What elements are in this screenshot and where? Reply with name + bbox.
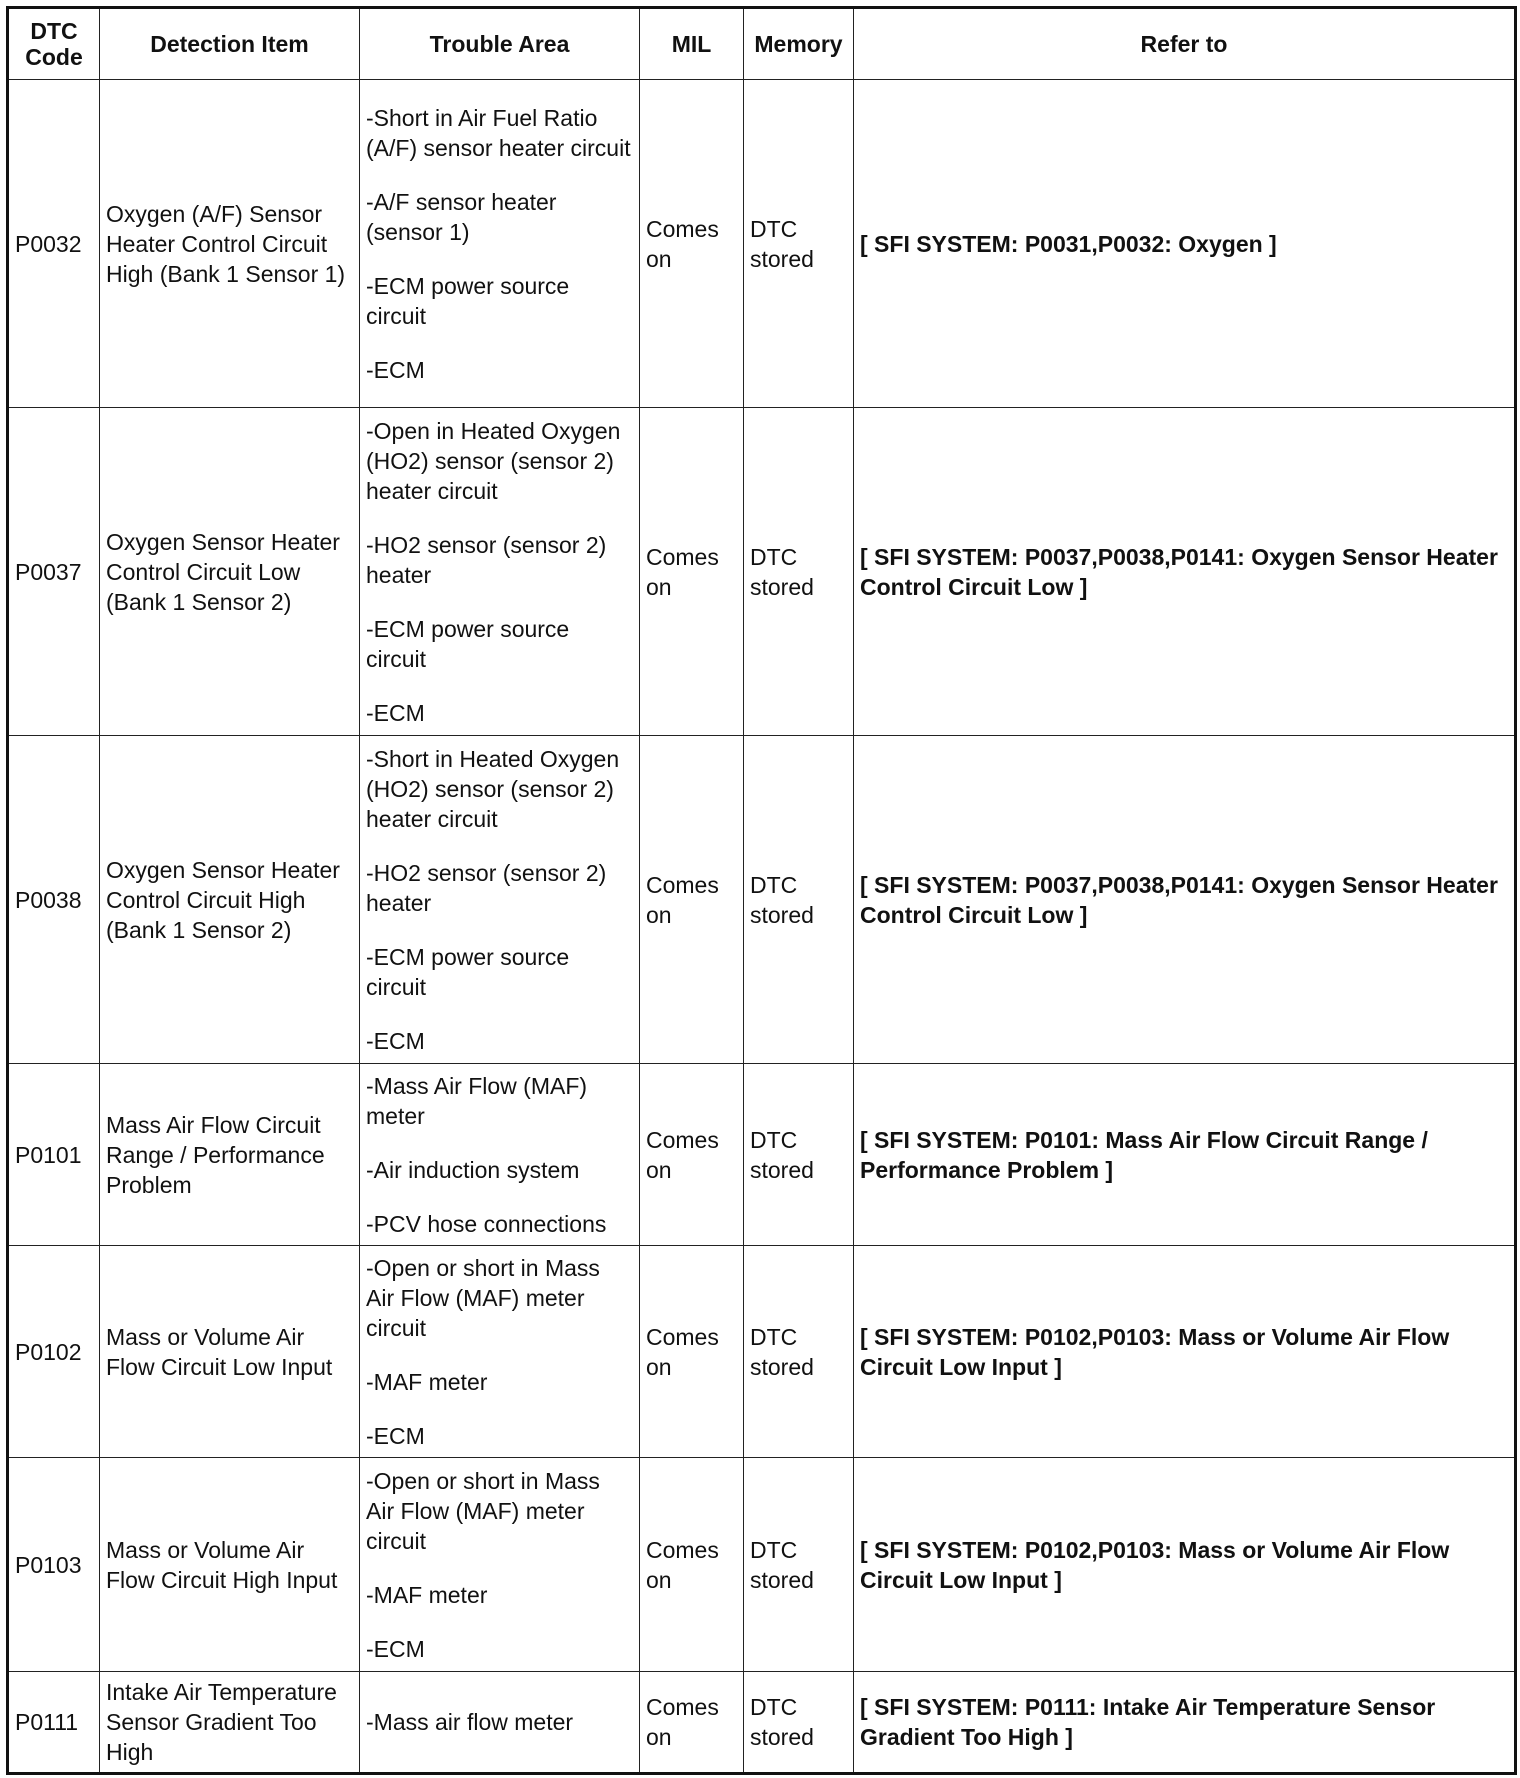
header-memory: Memory — [744, 8, 854, 80]
dtc-code-cell: P0101 — [8, 1064, 100, 1246]
dtc-code-cell: P0111 — [8, 1672, 100, 1774]
trouble-area-item: -ECM — [366, 1635, 425, 1662]
detection-item-cell: Oxygen (A/F) Sensor Heater Control Circuit High (Bank 1 Sensor 1) — [100, 80, 360, 408]
refer-to-link[interactable]: [ SFI SYSTEM: P0111: Intake Air Temperature Sensor Gradient Too High ] — [854, 1672, 1516, 1774]
trouble-area-item: -ECM — [366, 356, 425, 383]
trouble-area-cell — [360, 408, 640, 736]
refer-to-link[interactable]: [ SFI SYSTEM: P0037,P0038,P0141: Oxygen Sensor Heater Control Circuit Low ] — [854, 408, 1516, 736]
mil-cell: Comes on — [640, 736, 744, 1064]
header-detection-item: Detection Item — [100, 8, 360, 80]
header-trouble-area: Trouble Area — [360, 8, 640, 80]
dtc-table — [6, 6, 1517, 1775]
detection-item-cell: Oxygen Sensor Heater Control Circuit Low (Bank 1 Sensor 2) — [100, 408, 360, 736]
dtc-code-cell: P0032 — [8, 80, 100, 408]
trouble-area-item: -Short in Air Fuel Ratio (A/F) sensor heater circuit — [366, 104, 631, 161]
refer-to-link[interactable]: [ SFI SYSTEM: P0102,P0103: Mass or Volume Air Flow Circuit Low Input ] — [854, 1458, 1516, 1672]
header-mil: MIL — [640, 8, 744, 80]
mil-cell: Comes on — [640, 1458, 744, 1672]
dtc-code-cell: P0102 — [8, 1246, 100, 1458]
trouble-area-item: -ECM — [366, 1027, 425, 1054]
table-row — [8, 1458, 1516, 1672]
memory-cell: DTC stored — [744, 1672, 854, 1774]
trouble-area-item: -ECM power source circuit — [366, 943, 570, 1000]
trouble-area-item: -HO2 sensor (sensor 2) heater — [366, 859, 607, 916]
trouble-area-item: -Mass Air Flow (MAF) meter — [366, 1072, 588, 1129]
trouble-area-item: -MAF meter — [366, 1581, 488, 1608]
trouble-area-item: -A/F sensor heater (sensor 1) — [366, 188, 557, 245]
dtc-code-cell: P0037 — [8, 408, 100, 736]
memory-cell: DTC stored — [744, 736, 854, 1064]
trouble-area-item: -Air induction system — [366, 1156, 580, 1183]
memory-cell: DTC stored — [744, 80, 854, 408]
refer-to-link[interactable]: [ SFI SYSTEM: P0101: Mass Air Flow Circuit Range / Performance Problem ] — [854, 1064, 1516, 1246]
trouble-area-item: -HO2 sensor (sensor 2) heater — [366, 531, 607, 588]
refer-to-link[interactable]: [ SFI SYSTEM: P0037,P0038,P0141: Oxygen Sensor Heater Control Circuit Low ] — [854, 736, 1516, 1064]
detection-item-cell: Mass or Volume Air Flow Circuit Low Input — [100, 1246, 360, 1458]
mil-cell: Comes on — [640, 80, 744, 408]
refer-to-link[interactable]: [ SFI SYSTEM: P0102,P0103: Mass or Volume Air Flow Circuit Low Input ] — [854, 1246, 1516, 1458]
memory-cell: DTC stored — [744, 1458, 854, 1672]
trouble-area-item: -Open or short in Mass Air Flow (MAF) meter circuit — [366, 1254, 600, 1341]
table-row — [8, 80, 1516, 408]
detection-item-cell: Mass Air Flow Circuit Range / Performance Problem — [100, 1064, 360, 1246]
refer-to-link[interactable]: [ SFI SYSTEM: P0031,P0032: Oxygen ] — [854, 80, 1516, 408]
memory-cell: DTC stored — [744, 1064, 854, 1246]
trouble-area-item: -ECM — [366, 699, 425, 726]
trouble-area-item: -Short in Heated Oxygen (HO2) sensor (sensor 2) heater circuit — [366, 745, 620, 832]
trouble-area-item: -Open in Heated Oxygen (HO2) sensor (sensor 2) heater circuit — [366, 417, 621, 504]
detection-item-cell: Intake Air Temperature Sensor Gradient Too High — [100, 1672, 360, 1774]
trouble-area-item: -ECM power source circuit — [366, 615, 570, 672]
dtc-table-container — [6, 6, 1517, 1775]
detection-item-cell: Oxygen Sensor Heater Control Circuit High (Bank 1 Sensor 2) — [100, 736, 360, 1064]
mil-cell: Comes on — [640, 1672, 744, 1774]
header-dtc-code: DTC Code — [8, 8, 100, 80]
trouble-area-cell — [360, 1672, 640, 1774]
table-row — [8, 1672, 1516, 1774]
trouble-area-item: -Open or short in Mass Air Flow (MAF) meter circuit — [366, 1467, 600, 1554]
mil-cell: Comes on — [640, 1064, 744, 1246]
trouble-area-item: -PCV hose connections — [366, 1210, 607, 1237]
trouble-area-item: -Mass air flow meter — [366, 1709, 574, 1735]
trouble-area-cell — [360, 1064, 640, 1246]
memory-cell: DTC stored — [744, 1246, 854, 1458]
detection-item-cell: Mass or Volume Air Flow Circuit High Input — [100, 1458, 360, 1672]
mil-cell: Comes on — [640, 408, 744, 736]
dtc-code-cell: P0103 — [8, 1458, 100, 1672]
table-row — [8, 1064, 1516, 1246]
trouble-area-item: -ECM power source circuit — [366, 272, 570, 329]
trouble-area-cell — [360, 1458, 640, 1672]
trouble-area-item: -ECM — [366, 1422, 425, 1449]
table-row — [8, 736, 1516, 1064]
trouble-area-cell — [360, 80, 640, 408]
trouble-area-cell — [360, 736, 640, 1064]
trouble-area-cell — [360, 1246, 640, 1458]
table-row — [8, 408, 1516, 736]
dtc-code-cell: P0038 — [8, 736, 100, 1064]
trouble-area-item: -MAF meter — [366, 1368, 488, 1395]
table-header-row — [8, 8, 1516, 80]
header-refer-to: Refer to — [854, 8, 1516, 80]
table-row — [8, 1246, 1516, 1458]
mil-cell: Comes on — [640, 1246, 744, 1458]
memory-cell: DTC stored — [744, 408, 854, 736]
